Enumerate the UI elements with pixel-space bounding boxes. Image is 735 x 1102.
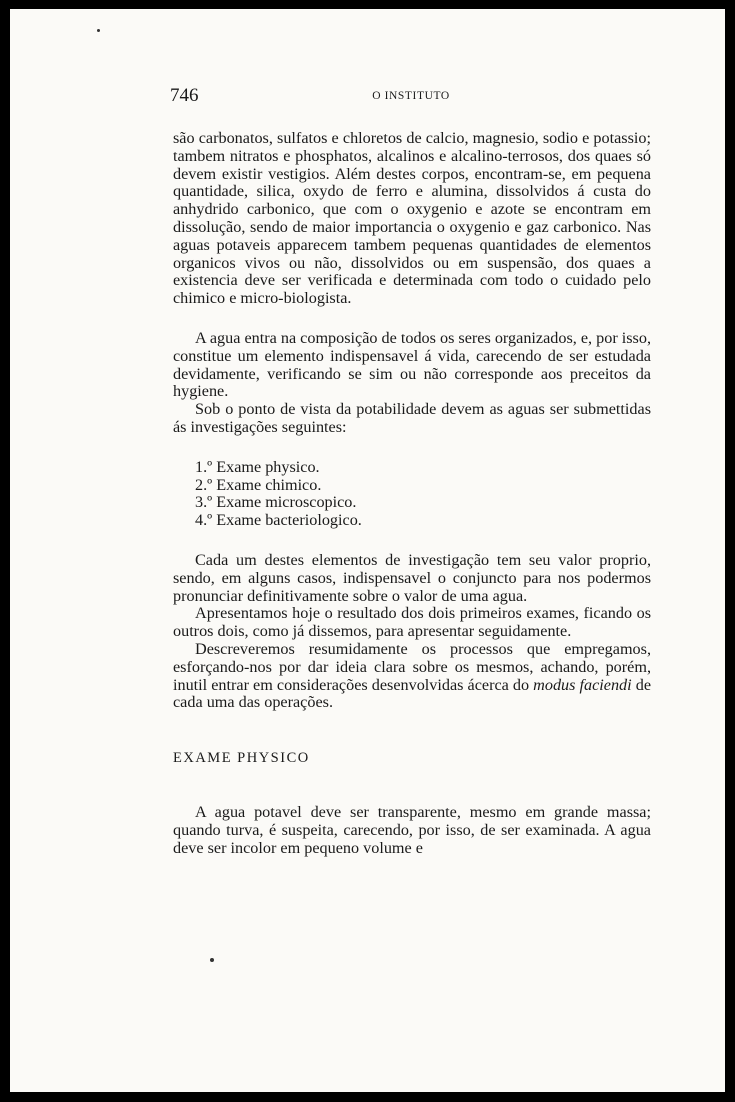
scanned-page (10, 9, 725, 1092)
section-heading: EXAME PHYSICO (173, 750, 310, 767)
paragraph: A agua entra na composição de todos os seres organizados, e, por isso, constitue um elemento indispensavel á vida, carecendo de ser estudada devidamente, verificando se sim ou não corresponde aos preceitos da hygiene. (173, 328, 651, 401)
list-item: 4.º Exame bacteriologico. (195, 511, 362, 530)
paragraph: A agua potavel deve ser transparente, mesmo em grande massa; quando turva, é suspeita, carecendo, por isso, de ser examinada. A agua deve ser incolor em pequeno volume e (173, 802, 651, 857)
paragraph: são carbonatos, sulfatos e chloretos de calcio, magnesio, sodio e potassio; tambem nitratos e phosphatos, alcalinos e alcalino-terrosos, dos quaes só devem existir vestigios. Além destes corpos, encontram-se, em pequena quantidade, silica, oxydo de ferro e alumina, dissolvidos á custa do anhydrido carbonico, que com o oxygenio e azote se encontram em dissolução, sendo de maior importancia o oxygenio e gaz carbonico. Nas aguas potaveis apparecem tambem pequenas quantidades de elementos organicos vivos ou não, dissolvidos ou em suspensão, dos quaes a existencia deve ser verificada e determinada com todo o cuidado pelo chimico e micro-biologista. (173, 129, 651, 308)
speck-mark (210, 958, 214, 962)
body-text (173, 130, 651, 857)
page-number: 746 (170, 85, 199, 106)
speck-mark (97, 29, 100, 32)
paragraph-text: de cada uma das operações. (173, 675, 652, 712)
list-item: 3.º Exame microscopico. (195, 493, 357, 512)
paragraph-text: Descreveremos resumidamente os processos que empregamos, esforçando-nos por dar ideia clara sobre os mesmos, achando, porém, inutil entrar em considerações desenvolvidas ácerca do (173, 639, 651, 694)
page-header (170, 85, 652, 109)
paragraph: Apresentamos hoje o resultado dos dois primeiros exames, ficando os outros dois, como já dissemos, para apresentar seguidamente. (173, 604, 651, 641)
running-head: O INSTITUTO (372, 90, 450, 102)
exam-list (173, 459, 651, 530)
italic-phrase: modus faciendi (533, 675, 632, 694)
paragraph (173, 641, 651, 712)
paragraph: Cada um destes elementos de investigação tem seu valor proprio, sendo, em alguns casos, indispensavel o conjuncto para nos podermos pronunciar definitivamente sobre o valor de uma agua. (173, 550, 651, 605)
list-item: 2.º Exame chimico. (195, 475, 322, 494)
list-item: 1.º Exame physico. (195, 457, 320, 476)
paragraph: Sob o ponto de vista da potabilidade devem as aguas ser submettidas ás investigações seguintes: (173, 400, 651, 436)
